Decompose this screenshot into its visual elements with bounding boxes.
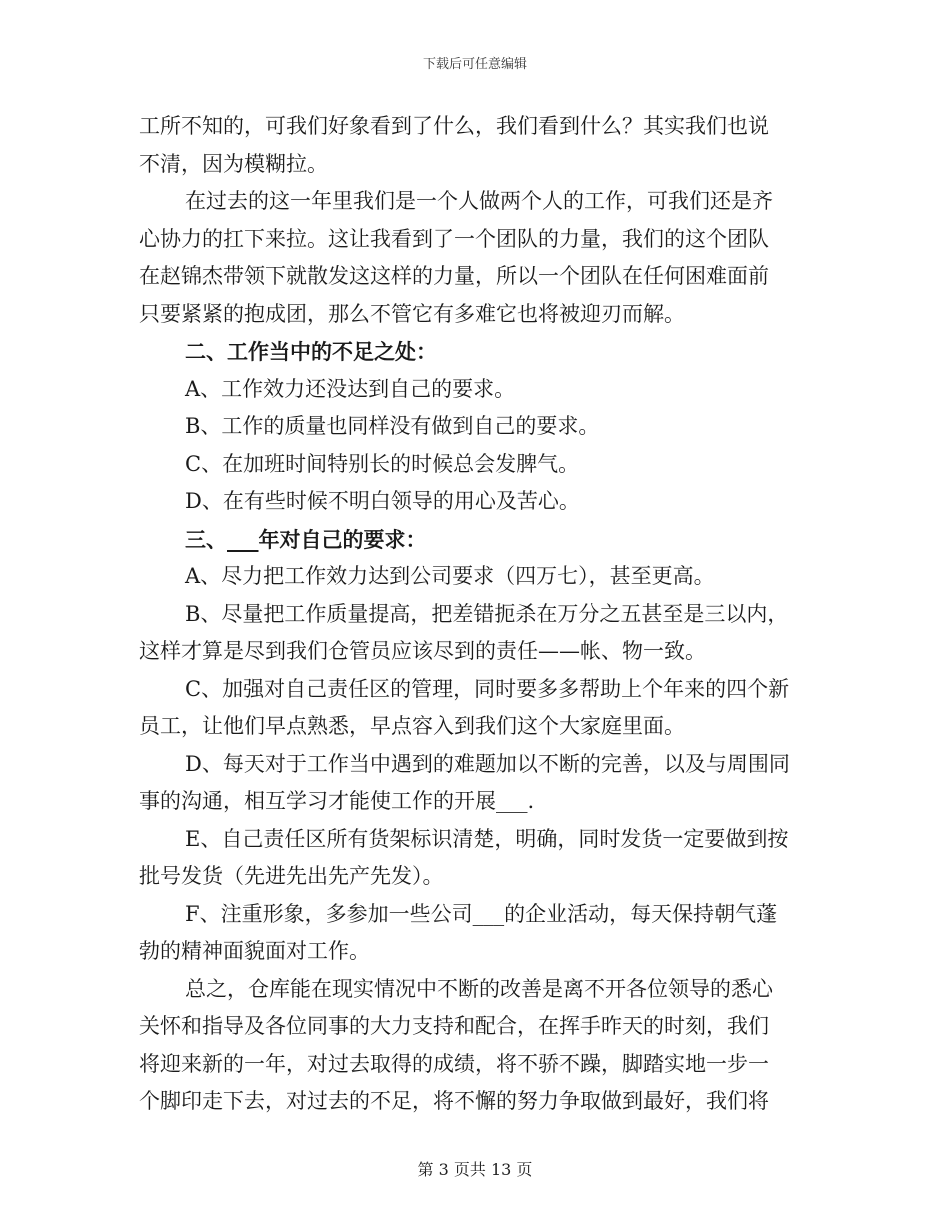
text-line: C、在加班时间特别长的时候总会发脾气。 bbox=[185, 451, 580, 476]
text-line: 勃的精神面貌面对工作。 bbox=[139, 939, 370, 963]
text-line: 个脚印走下去，对过去的不足，将不懈的努力争取做到最好，我们将 bbox=[139, 1089, 769, 1113]
text-line: 批号发货（先进先出先产先发）。 bbox=[139, 864, 444, 888]
text-line: F、注重形象，多参加一些公司___的企业活动，每天保持朝气蓬 bbox=[185, 901, 778, 926]
text-line: A、工作效力还没达到自己的要求。 bbox=[185, 376, 516, 401]
text-line: B、工作的质量也同样没有做到自己的要求。 bbox=[185, 414, 600, 438]
text-line: B、尽量把工作质量提高，把差错扼杀在万分之五甚至是三以内， bbox=[185, 601, 789, 626]
text-line: 不清，因为模糊拉。 bbox=[139, 151, 328, 176]
text-line: 在过去的这一年里我们是一个人做两个人的工作，可我们还是齐 bbox=[185, 189, 773, 213]
text-line: 工所不知的，可我们好象看到了什么，我们看到什么？其实我们也说 bbox=[139, 114, 769, 138]
text-line: 将迎来新的一年，对过去取得的成绩，将不骄不躁，脚踏实地一步一 bbox=[139, 1051, 769, 1076]
text-line: 只要紧紧的抱成团，那么不管它有多难它也将被迎刃而解。 bbox=[139, 301, 685, 326]
text-line: 关怀和指导及各位同事的大力支持和配合，在挥手昨天的时刻，我们 bbox=[139, 1014, 769, 1038]
page-header: 下载后可任意编辑 bbox=[422, 57, 527, 72]
text-line: D、在有些时候不明白领导的用心及苦心。 bbox=[185, 489, 580, 513]
text-line: 事的沟通，相互学习才能使工作的开展___. bbox=[139, 789, 535, 813]
text-line: 这样才算是尽到我们仓管员应该尽到的责任——帐、物一致。 bbox=[139, 639, 706, 663]
section-heading: 二、工作当中的不足之处： bbox=[185, 339, 437, 364]
section-heading: 三、___年对自己的要求： bbox=[185, 526, 427, 552]
text-line: E、自己责任区所有货架标识清楚，明确，同时发货一定要做到按 bbox=[185, 826, 789, 851]
text-line: C、加强对自己责任区的管理，同时要多多帮助上个年来的四个新 bbox=[185, 676, 790, 701]
page-footer: 第 3 页共 13 页 bbox=[417, 1160, 533, 1179]
text-line: D、每天对于工作当中遇到的难题加以不断的完善，以及与周围同 bbox=[185, 751, 790, 776]
text-line: 员工，让他们早点熟悉，早点容入到我们这个大家庭里面。 bbox=[139, 714, 685, 738]
text-line: 总之，仓库能在现实情况中不断的改善是离不开各位领导的悉心 bbox=[185, 976, 773, 1001]
text-line: 在赵锦杰带领下就散发这这样的力量，所以一个团队在任何困难面前 bbox=[139, 264, 769, 288]
text-line: 心协力的扛下来拉。这让我看到了一个团队的力量，我们的这个团队 bbox=[139, 226, 769, 251]
text-line: A、尽力把工作效力达到公司要求（四万七），甚至更高。 bbox=[185, 564, 715, 588]
document-body bbox=[139, 108, 819, 1121]
